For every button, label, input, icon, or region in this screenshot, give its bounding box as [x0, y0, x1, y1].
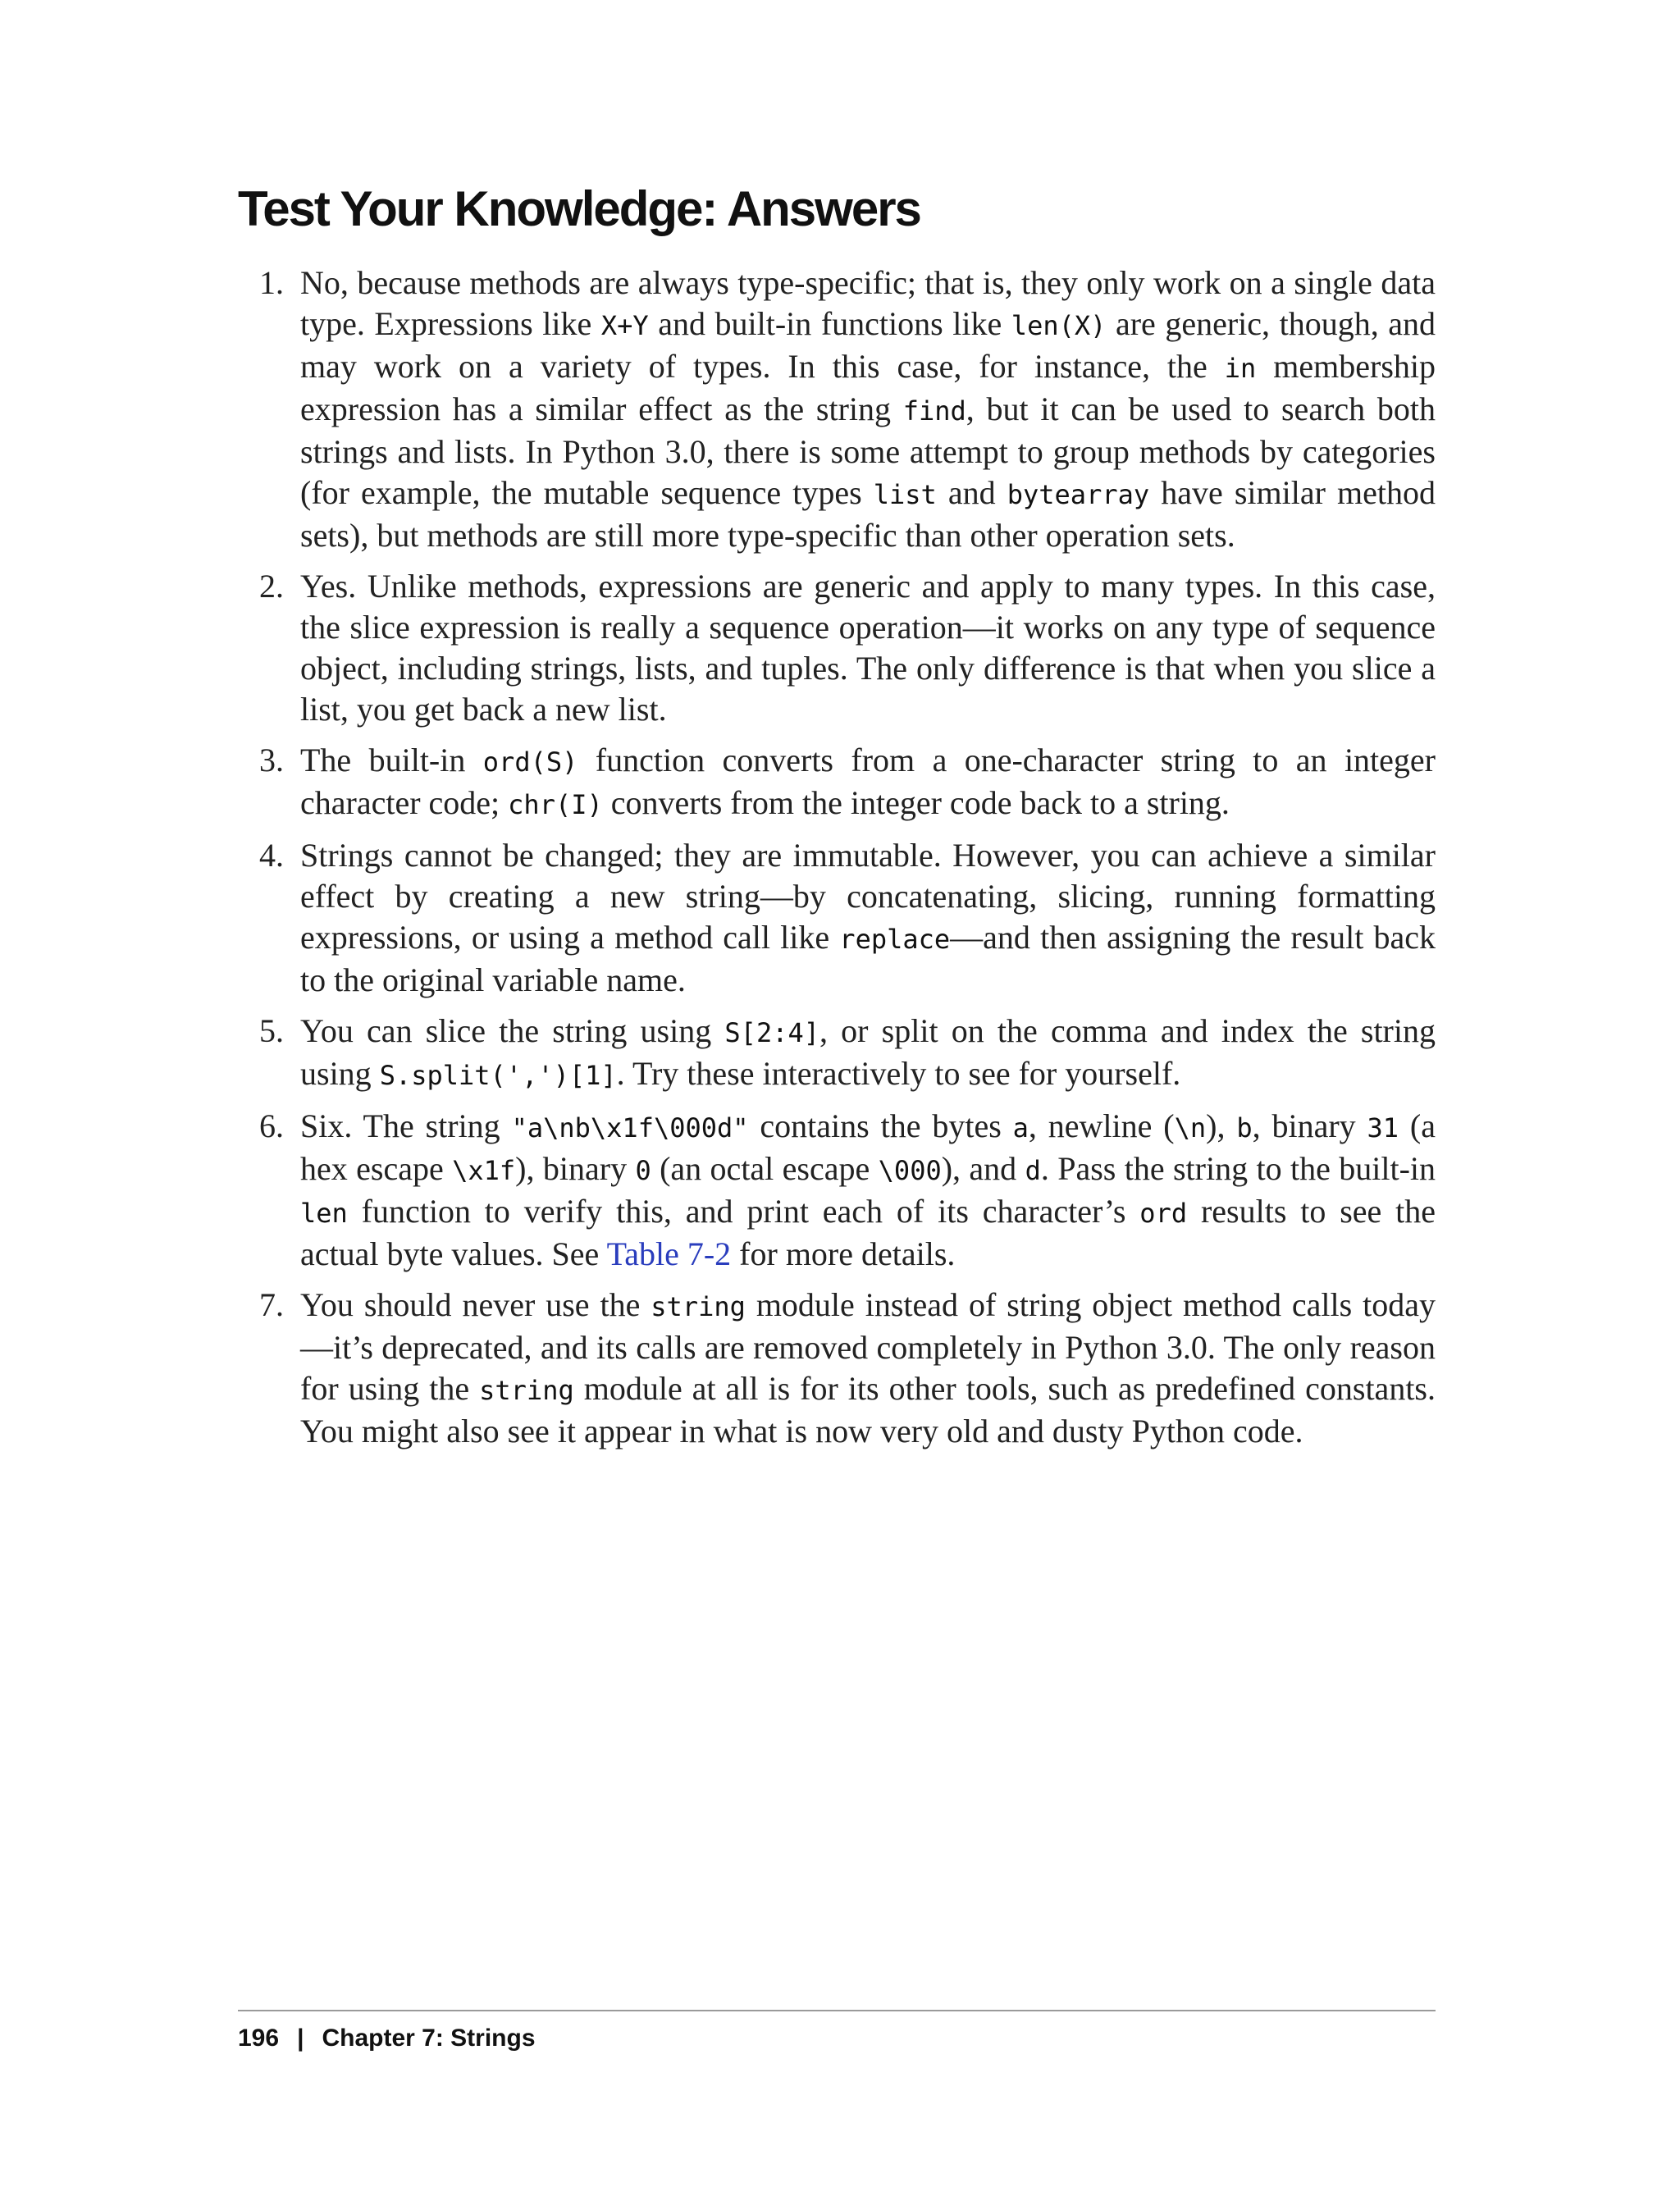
page-footer	[238, 2025, 536, 2052]
answer-number: 7.	[259, 1286, 284, 1323]
code-expression: string	[479, 1375, 574, 1406]
code-expression: bytearray	[1007, 479, 1150, 510]
section-heading: Test Your Knowledge: Answers	[238, 181, 920, 236]
answer-number: 2.	[259, 568, 284, 605]
answer-number: 3.	[259, 742, 284, 778]
code-expression: \n	[1174, 1112, 1207, 1144]
code-expression: b	[1236, 1112, 1253, 1144]
code-expression: len	[300, 1198, 348, 1229]
code-expression: len(X)	[1011, 310, 1107, 341]
code-expression: replace	[839, 924, 951, 955]
footer-separator: |	[297, 2025, 304, 2052]
code-expression: "a\nb\x1f\000d"	[511, 1112, 749, 1144]
code-expression: 31	[1367, 1112, 1399, 1144]
answer-number: 5.	[259, 1012, 284, 1049]
code-expression: S.split(',')[1]	[379, 1060, 617, 1091]
code-expression: S[2:4]	[724, 1017, 819, 1048]
code-expression: ord	[1139, 1198, 1188, 1229]
code-expression: in	[1224, 353, 1257, 384]
table-7-2-link[interactable]: Table 7-2	[606, 1235, 732, 1272]
code-expression: find	[902, 395, 966, 427]
code-expression: string	[651, 1291, 746, 1322]
answer-number: 4.	[259, 837, 284, 874]
answer-item: 2. Yes. Unlike methods, expressions are generic and apply to many types. In this case, the slice expression is really a sequence operation—it works on any type of sequence object, including strings, lists, and tuples. The only difference is that when you slice a list, you get back a new list.	[259, 568, 1436, 728]
footer-divider	[238, 2010, 1436, 2011]
code-expression: ord(S)	[482, 746, 578, 778]
answers-list	[238, 262, 1436, 1462]
code-expression: list	[873, 479, 937, 510]
page-number: 196	[238, 2025, 280, 2052]
answer-item: 1. No, because methods are always type-specific; that is, they only work on a single data type. Expressions like X+Y and built-in functions like len(X) are generic, though, and may work on a variety of types. In this case, for instance, the in membership expression has a similar effect as the string find, but it can be used to search both strings and lists. In Python 3.0, there is some attempt to group methods by categories (for example, the mutable sequence types list and bytearray have similar method sets), but methods are still more type-specific than other operation sets.	[259, 264, 1436, 554]
answer-item: 5. You can slice the string using S[2:4], or split on the comma and index the string using S.split(',')[1]. Try these interactively to see for yourself.	[259, 1012, 1436, 1092]
answer-item: 4. Strings cannot be changed; they are immutable. However, you can achieve a similar effect by creating a new string—by concatenating, slicing, running formatting expressions, or using a method call like replace—and then assigning the result back to the original variable name.	[259, 837, 1436, 998]
answer-item: 7. You should never use the string module instead of string object method calls today—it’s deprecated, and its calls are removed completely in Python 3.0. The only reason for using the string module at all is for its other tools, such as predefined constants. You might also see it appear in what is now very old and dusty Python code.	[259, 1286, 1436, 1449]
answer-item: 6. Six. The string "a\nb\x1f\000d" contains the bytes a, newline (\n), b, binary 31 (a hex escape \x1f), binary 0 (an octal escape \000), and d. Pass the string to the built-in len function to verify this, and print each of its character’s ord results to see the actual byte values. See Table 7-2 for more details.	[259, 1107, 1436, 1272]
code-expression: \000	[878, 1155, 942, 1186]
answer-number: 6.	[259, 1107, 284, 1144]
code-expression: d	[1025, 1155, 1041, 1186]
code-expression: chr(I)	[508, 789, 603, 820]
code-expression: X+Y	[600, 310, 649, 341]
chapter-title: Chapter 7: Strings	[322, 2025, 536, 2052]
answer-item: 3. The built-in ord(S) function converts from a one-character string to an integer character code; chr(I) converts from the integer code back to a string.	[259, 742, 1436, 821]
code-expression: 0	[635, 1155, 651, 1186]
answer-number: 1.	[259, 264, 284, 301]
code-expression: a	[1012, 1112, 1029, 1144]
code-expression: \x1f	[452, 1155, 516, 1186]
